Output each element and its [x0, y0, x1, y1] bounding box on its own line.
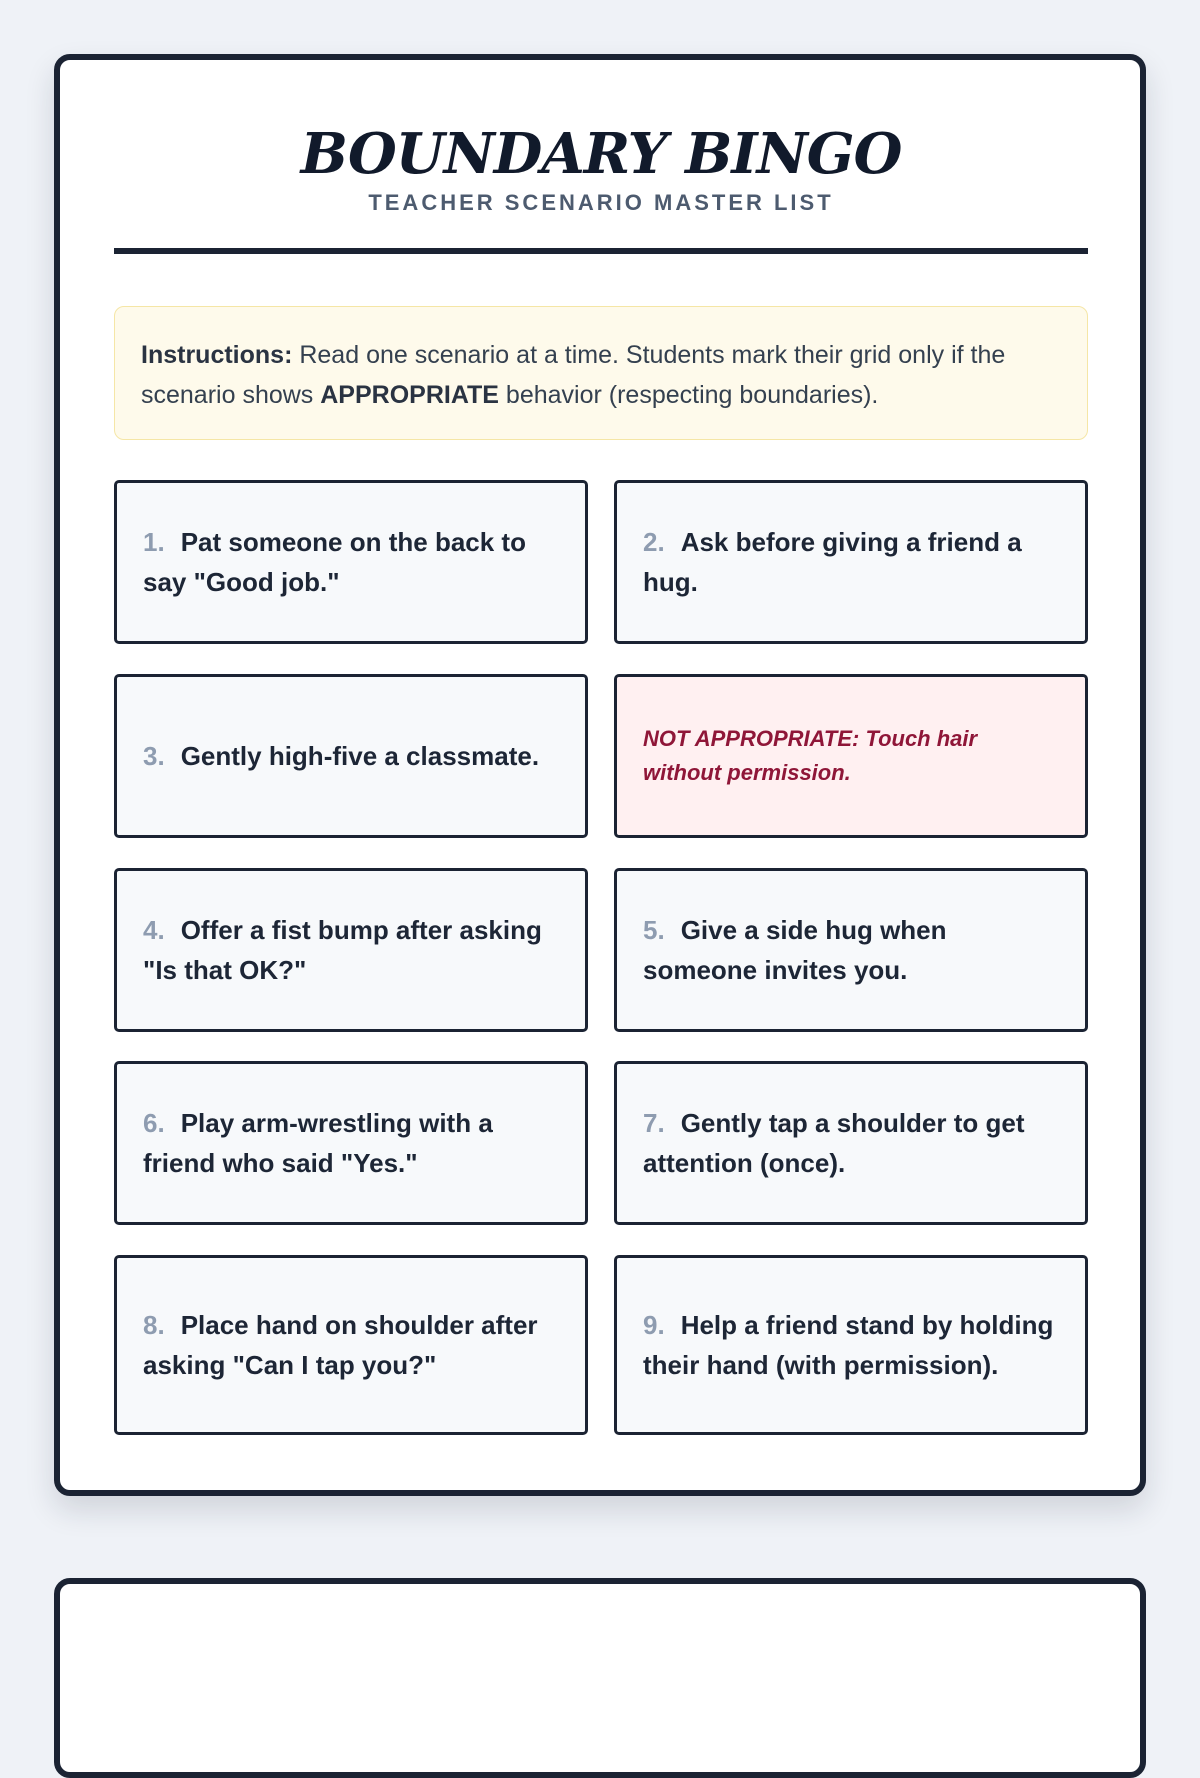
page-subtitle: TEACHER SCENARIO MASTER LIST — [368, 190, 834, 215]
scenario-text: Ask before giving a friend a hug. — [643, 527, 1022, 597]
scenario-text: Give a side hug when someone invites you. — [643, 915, 947, 985]
scenario-text: Gently tap a shoulder to get attention (once). — [643, 1108, 1025, 1178]
scenario-number: 5. — [643, 915, 665, 945]
scenario-number: 4. — [143, 915, 165, 945]
scenario-card-text — [143, 522, 559, 602]
scenario-text: Gently high-five a classmate. — [180, 741, 540, 771]
header — [114, 114, 1088, 216]
scenario-text: Place hand on shoulder after asking "Can I tap you?" — [143, 1310, 538, 1380]
scenario-number: 7. — [643, 1108, 665, 1138]
instructions-text-before: Read one scenario at a time. Students mark their grid only if the scenario shows — [141, 341, 1006, 409]
scenario-number: 6. — [143, 1108, 165, 1138]
scenario-card-text — [643, 1103, 1059, 1183]
scenario-card-1 — [114, 480, 588, 644]
scenario-card-7 — [614, 1061, 1088, 1225]
scenario-number: 8. — [143, 1310, 165, 1340]
scenario-card-text — [143, 1305, 559, 1385]
instructions-text-after: behavior (respecting boundaries). — [498, 381, 879, 409]
scenario-card-text — [643, 910, 1059, 990]
scenario-card-text — [643, 1305, 1059, 1385]
scenario-text: Play arm-wrestling with a friend who said "Yes." — [143, 1108, 493, 1178]
instructions-emphasis: APPROPRIATE — [320, 381, 499, 409]
instructions-box — [114, 306, 1088, 440]
scenario-card-3 — [114, 674, 588, 838]
scenario-card-8 — [114, 1255, 588, 1435]
scenario-number: 1. — [143, 527, 165, 557]
scenario-card-5 — [614, 868, 1088, 1032]
page-title: BOUNDARY BINGO — [300, 121, 902, 187]
instructions-label: Instructions: — [141, 341, 293, 369]
scenario-card-9 — [614, 1255, 1088, 1435]
scenario-card-text — [643, 522, 1059, 602]
scenario-card-text — [143, 1103, 559, 1183]
scenario-card-text — [143, 736, 539, 776]
scenario-card-6 — [114, 1061, 588, 1225]
not-appropriate-text: NOT APPROPRIATE: Touch hair without permission. — [643, 726, 978, 785]
scenario-card-4 — [114, 868, 588, 1032]
scenario-number: 2. — [643, 527, 665, 557]
not-appropriate-card — [614, 674, 1088, 838]
scenario-number: 3. — [143, 741, 165, 771]
scenario-card-2 — [614, 480, 1088, 644]
scenario-sheet — [54, 54, 1146, 1496]
scenario-text: Pat someone on the back to say "Good job." — [143, 527, 526, 597]
scenario-text: Help a friend stand by holding their hand (with permission). — [643, 1310, 1054, 1380]
scenario-text: Offer a fist bump after asking "Is that OK?" — [143, 915, 542, 985]
next-sheet-edge — [54, 1578, 1146, 1778]
header-divider — [114, 248, 1088, 254]
scenario-number: 9. — [643, 1310, 665, 1340]
scenario-card-text — [143, 910, 559, 990]
